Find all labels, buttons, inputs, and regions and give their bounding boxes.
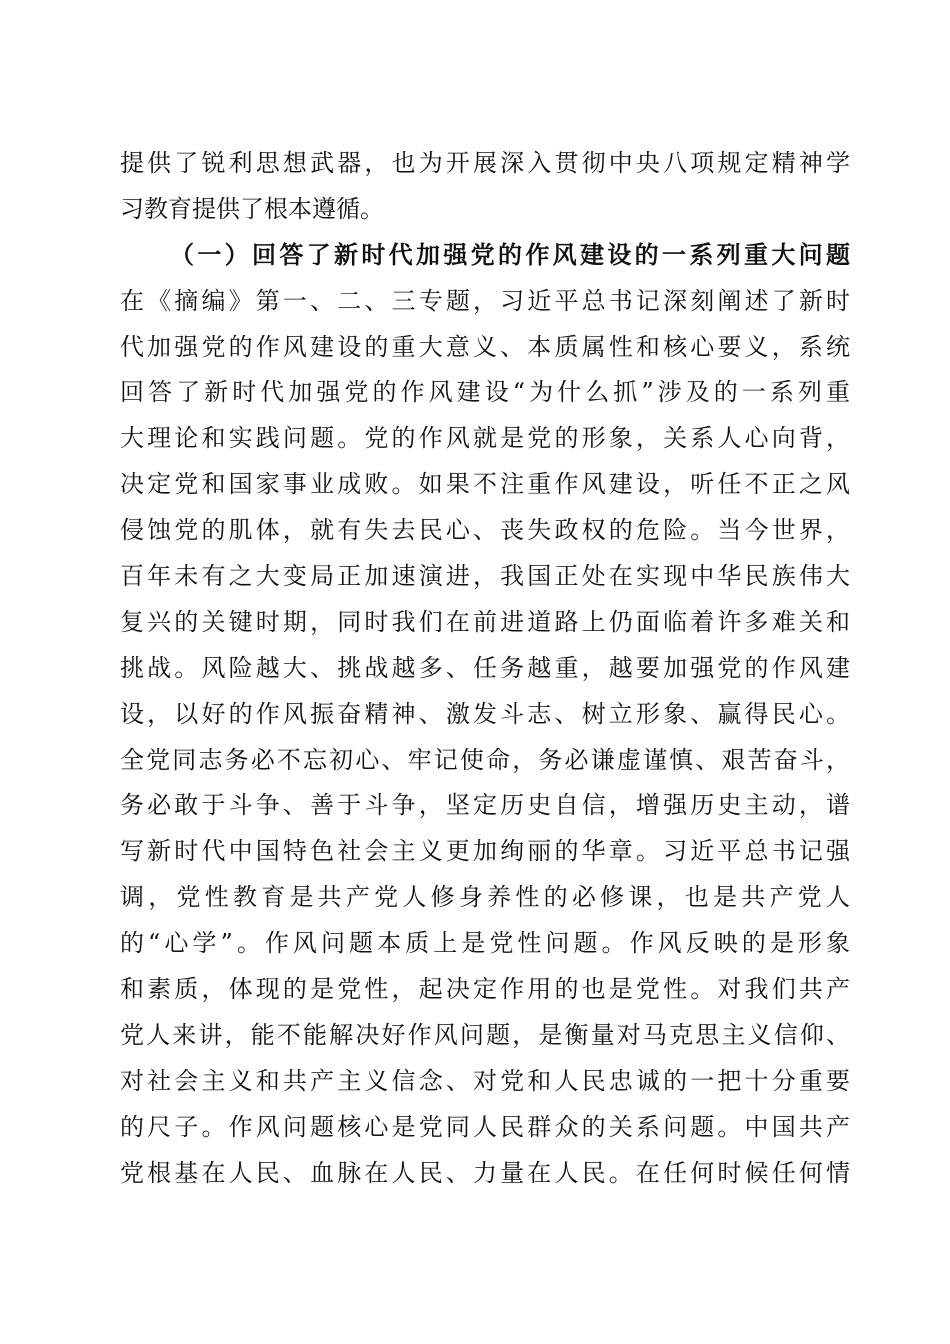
text-line-16: 写新时代中国特色社会主义更加绚丽的华章。习近平总书记强	[120, 837, 850, 866]
text-line-2: 习教育提供了根本遵循。	[120, 194, 384, 223]
text-line-13: 设，以好的作风振奋精神、激发斗志、树立形象、赢得民心。	[120, 699, 850, 728]
text-line-18: 的“心学”。作风问题本质上是党性问题。作风反映的是形象	[120, 929, 850, 958]
text-line-4: 在《摘编》第一、二、三专题，习近平总书记深刻阐述了新时	[120, 286, 850, 315]
text-line-11: 复兴的关键时期，同时我们在前进道路上仍面临着许多难关和	[120, 607, 850, 636]
text-line-10: 百年未有之大变局正加速演进，我国正处在实现中华民族伟大	[120, 562, 850, 591]
text-line-23: 党根基在人民、血脉在人民、力量在人民。在任何时候任何情	[120, 1158, 850, 1187]
text-line-5: 代加强党的作风建设的重大意义、本质属性和核心要义，系统	[120, 332, 850, 361]
text-line-19: 和素质，体现的是党性，起决定作用的也是党性。对我们共产	[120, 975, 850, 1004]
section-heading: （一）回答了新时代加强党的作风建设的一系列重大问题	[170, 240, 850, 269]
text-line-20: 党人来讲，能不能解决好作风问题，是衡量对马克思主义信仰、	[120, 1020, 850, 1049]
text-line-15: 务必敢于斗争、善于斗争，坚定历史自信，增强历史主动，谱	[120, 791, 850, 820]
text-line-6: 回答了新时代加强党的作风建设“为什么抓”涉及的一系列重	[120, 378, 850, 407]
text-line-21: 对社会主义和共产主义信念、对党和人民忠诚的一把十分重要	[120, 1066, 850, 1095]
text-line-1: 提供了锐利思想武器，也为开展深入贯彻中央八项规定精神学	[120, 149, 850, 177]
body-text	[120, 141, 850, 1196]
text-line-17: 调，党性教育是共产党人修身养性的必修课，也是共产党人	[120, 883, 850, 912]
text-line-22: 的尺子。作风问题核心是党同人民群众的关系问题。中国共产	[120, 1112, 850, 1141]
text-line-9: 侵蚀党的肌体，就有失去民心、丧失政权的危险。当今世界，	[120, 516, 850, 545]
text-line-14: 全党同志务必不忘初心、牢记使命，务必谦虚谨慎、艰苦奋斗，	[120, 745, 850, 774]
text-line-7: 大理论和实践问题。党的作风就是党的形象，关系人心向背，	[120, 424, 850, 453]
text-line-12: 挑战。风险越大、挑战越多、任务越重，越要加强党的作风建	[120, 653, 850, 682]
text-line-8: 决定党和国家事业成败。如果不注重作风建设，听任不正之风	[120, 470, 850, 499]
